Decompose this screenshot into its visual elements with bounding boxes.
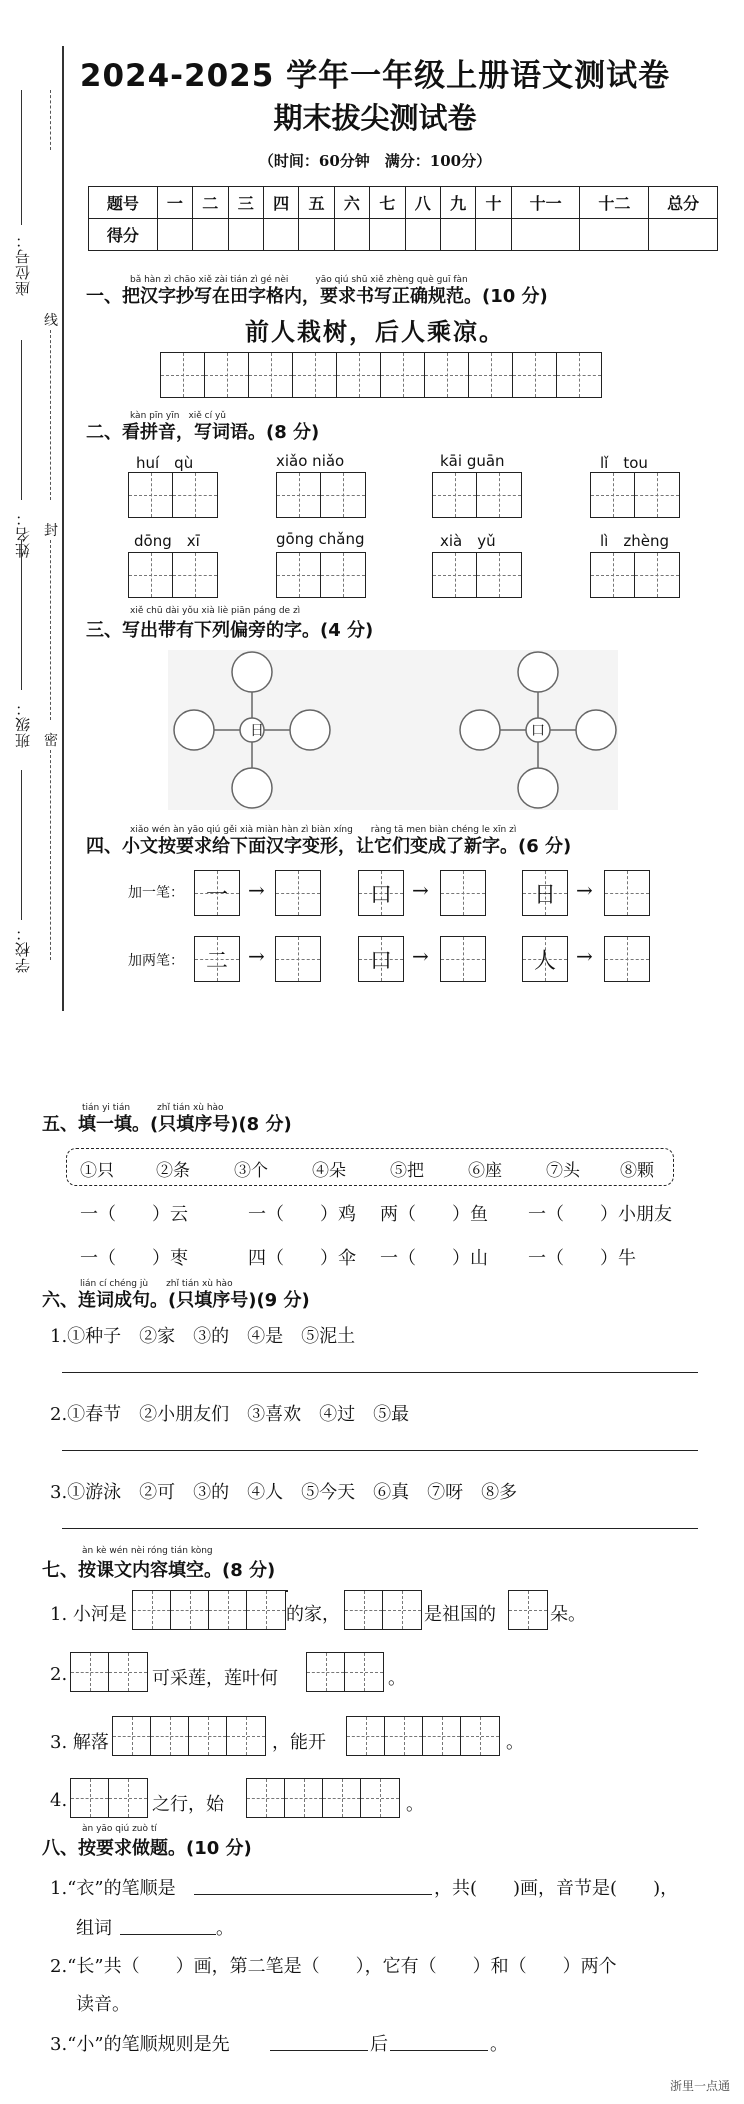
source-char-box xyxy=(194,870,240,916)
s2-answer-grid[interactable] xyxy=(590,552,680,598)
s2-word-pinyin: xiǎo niǎo xyxy=(276,452,345,470)
tianzige-cell[interactable] xyxy=(129,473,173,517)
s7-l3-text: 3. 解落 xyxy=(50,1732,109,1753)
s6-q1: 1.①种子 ②家 ③的 ④是 ⑤泥土 xyxy=(50,1326,356,1347)
s7-answer-grid[interactable] xyxy=(70,1778,148,1818)
tianzige-cell[interactable] xyxy=(441,871,485,915)
score-header-cell: 三 xyxy=(228,187,263,219)
s2-word-pinyin: dōng xī xyxy=(134,532,200,550)
seat-label: 座位号： xyxy=(14,232,32,296)
score-header-cell: 六 xyxy=(334,187,369,219)
s6-answer-line[interactable] xyxy=(62,1450,698,1451)
tianzige-cell[interactable] xyxy=(249,353,293,397)
source-char: 口 xyxy=(369,882,392,908)
source-char-box xyxy=(358,870,404,916)
tianzige-cell[interactable] xyxy=(477,553,521,597)
binding-char-3: 密 xyxy=(44,733,58,749)
seat-field[interactable] xyxy=(21,90,22,225)
arrow-icon: → xyxy=(248,944,265,968)
s7-l4-text: 之行，始 xyxy=(152,1794,224,1815)
tianzige-cell[interactable] xyxy=(277,553,321,597)
s7-l1-text: 的家， xyxy=(286,1604,340,1625)
score-cell[interactable] xyxy=(370,219,405,251)
answer-circle[interactable] xyxy=(518,768,558,808)
s2-word-pinyin: lǐ tou xyxy=(600,454,648,472)
s2-word-pinyin: gōng chǎng xyxy=(276,530,365,548)
s5-title: 五、填一填。(只填序号)(8 分) xyxy=(42,1114,292,1135)
score-header-cell: 五 xyxy=(299,187,334,219)
s7-answer-grid[interactable] xyxy=(112,1716,266,1756)
score-cell[interactable] xyxy=(193,219,228,251)
source-char: 一 xyxy=(205,882,228,908)
s8-title: 八、按要求做题。(10 分) xyxy=(42,1838,252,1859)
s7-l1-text: 朵。 xyxy=(550,1604,586,1625)
answer-box[interactable] xyxy=(440,870,486,916)
s1-sentence: 前人栽树，后人乘凉。 xyxy=(245,317,505,346)
answer-circle[interactable] xyxy=(518,652,558,692)
tianzige-cell[interactable] xyxy=(277,473,321,517)
tianzige-cell[interactable] xyxy=(293,353,337,397)
s2-word-pinyin: huí qù xyxy=(136,454,194,472)
stroke-order-answer-line[interactable] xyxy=(194,1894,432,1895)
tianzige-cell[interactable] xyxy=(321,553,365,597)
score-header-cell: 四 xyxy=(263,187,298,219)
add-one-stroke-label: 加一笔： xyxy=(128,885,184,901)
s8-q1-text: 1.“衣”的笔顺是 xyxy=(50,1878,176,1899)
s7-answer-grid[interactable] xyxy=(246,1778,400,1818)
score-cell[interactable] xyxy=(649,219,718,251)
tianzige-cell[interactable] xyxy=(276,871,320,915)
score-cell[interactable] xyxy=(263,219,298,251)
s2-title: 二、看拼音，写词语。(8 分) xyxy=(86,422,320,443)
arrow-icon: → xyxy=(412,878,429,902)
s2-word-pinyin: lì zhèng xyxy=(600,532,669,550)
tianzige-cell[interactable] xyxy=(173,553,217,597)
score-header-cell: 八 xyxy=(405,187,440,219)
score-cell[interactable] xyxy=(511,219,580,251)
score-cell[interactable] xyxy=(476,219,511,251)
arrow-icon: → xyxy=(412,944,429,968)
tianzige-cell[interactable] xyxy=(381,353,425,397)
s6-title: 六、连词成句。(只填序号)(9 分) xyxy=(42,1290,310,1311)
answer-box[interactable] xyxy=(604,870,650,916)
binding-dotted-line xyxy=(50,90,51,150)
score-row-label: 得分 xyxy=(89,219,158,251)
tianzige-cell[interactable] xyxy=(469,353,513,397)
s2-answer-grid[interactable] xyxy=(128,552,218,598)
s7-answer-grid[interactable] xyxy=(508,1590,548,1630)
school-field[interactable] xyxy=(21,770,22,920)
measure-word-item[interactable]: 一（ ）山 xyxy=(380,1248,488,1269)
score-cell[interactable] xyxy=(580,219,649,251)
s7-l1-text: 1. 小河是 xyxy=(50,1604,127,1625)
s7-title: 七、按课文内容填空。(8 分) xyxy=(42,1560,276,1581)
s2-answer-grid[interactable] xyxy=(432,472,522,518)
binding-line xyxy=(62,46,64,1011)
source-char-box xyxy=(358,936,404,982)
s6-answer-line[interactable] xyxy=(62,1528,698,1529)
s8-q2-text: 2.“长”共（ ）画，第二笔是（ ），它有（ ）和（ ）两个 xyxy=(50,1956,617,1977)
s5-option: ⑦头 xyxy=(546,1161,580,1181)
binding-dotted-line xyxy=(50,330,51,500)
tianzige-cell[interactable] xyxy=(635,473,679,517)
s5-option: ⑥座 xyxy=(468,1161,502,1181)
measure-word-item[interactable]: 一（ ）小朋友 xyxy=(528,1204,672,1225)
s7-l1-text: 是祖国的 xyxy=(424,1604,496,1625)
score-header-cell: 十一 xyxy=(511,187,580,219)
s7-answer-grid[interactable] xyxy=(344,1590,422,1630)
radical-ri: 日 xyxy=(250,723,264,739)
s8-pinyin: àn yāo qiú zuò tí xyxy=(82,1824,157,1834)
tianzige-cell[interactable] xyxy=(477,473,521,517)
binding-dotted-line xyxy=(50,750,51,960)
radical-diagrams xyxy=(168,650,618,810)
class-label: 班级： xyxy=(14,700,32,748)
s7-l3-text: ，能开 xyxy=(272,1732,326,1753)
rule-answer-line[interactable] xyxy=(270,2050,368,2051)
s8-q3-text: 后 xyxy=(370,2034,388,2055)
add-two-strokes-label: 加两笔： xyxy=(128,953,184,969)
measure-word-item[interactable]: 一（ ）枣 xyxy=(80,1248,188,1269)
exam-title: 2024-2025 学年一年级上册语文测试卷 xyxy=(79,58,671,94)
source-char: 日 xyxy=(533,882,556,908)
s1-pinyin: bǎ hàn zì chāo xiě zài tián zì gé nèi yāo qiú shū xiě zhèng què guī fàn xyxy=(130,275,468,285)
tianzige-cell[interactable] xyxy=(205,353,249,397)
s7-answer-grid[interactable] xyxy=(306,1652,384,1692)
answer-box[interactable] xyxy=(275,936,321,982)
measure-word-item[interactable]: 四（ ）伞 xyxy=(248,1248,356,1269)
score-cell[interactable] xyxy=(405,219,440,251)
tianzige-cell[interactable] xyxy=(129,553,173,597)
school-label: 学校： xyxy=(14,925,32,973)
tianzige-cell[interactable] xyxy=(441,937,485,981)
s5-option: ⑧颗 xyxy=(620,1161,654,1181)
tianzige-cell[interactable] xyxy=(173,473,217,517)
s3-pinyin: xiě chū dài yǒu xià liè piān páng de zì xyxy=(130,606,301,616)
score-header-cell: 七 xyxy=(370,187,405,219)
s6-pinyin: lián cí chéng jù zhǐ tián xù hào xyxy=(80,1279,233,1289)
source-char-box xyxy=(522,870,568,916)
score-cell[interactable] xyxy=(157,219,192,251)
s7-l2-text: 2. xyxy=(50,1664,68,1685)
source-char: 口 xyxy=(369,948,392,974)
source-char-box xyxy=(522,936,568,982)
measure-word-item[interactable]: 一（ ）云 xyxy=(80,1204,188,1225)
s7-l3-text: 。 xyxy=(506,1732,524,1753)
s6-q2: 2.①春节 ②小朋友们 ③喜欢 ④过 ⑤最 xyxy=(50,1404,410,1425)
score-header-cell: 一 xyxy=(157,187,192,219)
rule-answer-line[interactable] xyxy=(390,2050,488,2051)
score-header-cell: 题号 xyxy=(89,187,158,219)
s7-l4-text: 4. xyxy=(50,1790,68,1811)
s5-option: ④朵 xyxy=(312,1161,346,1181)
measure-word-item[interactable]: 一（ ）牛 xyxy=(528,1248,636,1269)
s7-answer-grid[interactable] xyxy=(132,1590,286,1630)
arrow-icon: → xyxy=(576,944,593,968)
s2-answer-grid[interactable] xyxy=(590,472,680,518)
s8-q1-text: 组词 xyxy=(76,1918,112,1939)
tianzige-cell[interactable] xyxy=(321,473,365,517)
tianzige-cell[interactable] xyxy=(276,937,320,981)
s1-writing-grid[interactable] xyxy=(160,352,602,398)
score-cell[interactable] xyxy=(440,219,475,251)
s7-answer-grid[interactable] xyxy=(70,1652,148,1692)
tianzige-cell[interactable] xyxy=(425,353,469,397)
score-table-header-row xyxy=(89,187,718,219)
s5-option: ②条 xyxy=(156,1161,190,1181)
answer-circle[interactable] xyxy=(174,710,214,750)
arrow-icon: → xyxy=(248,878,265,902)
tianzige-cell[interactable] xyxy=(557,353,601,397)
tianzige-cell[interactable] xyxy=(605,871,649,915)
s7-l2-text: 可采莲，莲叶何 xyxy=(152,1668,278,1689)
s8-q3-text: 。 xyxy=(490,2034,508,2055)
answer-box[interactable] xyxy=(440,936,486,982)
s8-q1-text: ，共( )画，音节是( )， xyxy=(434,1878,679,1899)
word-answer-line[interactable] xyxy=(120,1934,216,1935)
s5-pinyin: tián yi tián zhǐ tián xù hào xyxy=(82,1103,224,1113)
s6-q3: 3.①游泳 ②可 ③的 ④人 ⑤今天 ⑥真 ⑦呀 ⑧多 xyxy=(50,1482,518,1503)
tianzige-cell[interactable] xyxy=(513,353,557,397)
tianzige-cell[interactable] xyxy=(161,353,205,397)
s2-answer-grid[interactable] xyxy=(276,472,366,518)
tianzige-cell[interactable] xyxy=(433,473,477,517)
score-header-cell: 九 xyxy=(440,187,475,219)
measure-word-item[interactable]: 两（ ）鱼 xyxy=(380,1204,488,1225)
answer-circle[interactable] xyxy=(576,710,616,750)
score-cell[interactable] xyxy=(334,219,369,251)
s7-answer-grid[interactable] xyxy=(286,1590,288,1592)
tianzige-cell[interactable] xyxy=(337,353,381,397)
s2-word-pinyin: kāi guān xyxy=(440,452,505,470)
s5-option: ⑤把 xyxy=(390,1161,424,1181)
score-header-cell: 十 xyxy=(476,187,511,219)
s6-answer-line[interactable] xyxy=(62,1372,698,1373)
s2-word-pinyin: xià yǔ xyxy=(440,532,496,550)
s2-answer-grid[interactable] xyxy=(276,552,366,598)
name-field[interactable] xyxy=(21,340,22,500)
arrow-icon: → xyxy=(576,878,593,902)
s7-pinyin: àn kè wén nèi róng tián kòng xyxy=(82,1546,213,1556)
score-table-score-row xyxy=(89,219,718,251)
s1-title: 一、把汉字抄写在田字格内，要求书写正确规范。(10 分) xyxy=(86,286,548,307)
binding-dotted-line xyxy=(50,540,51,720)
measure-word-item[interactable]: 一（ ）鸡 xyxy=(248,1204,356,1225)
score-cell[interactable] xyxy=(299,219,334,251)
tianzige-cell[interactable] xyxy=(635,553,679,597)
answer-box[interactable] xyxy=(275,870,321,916)
radical-kou: 口 xyxy=(531,723,545,739)
s3-title: 三、写出带有下列偏旁的字。(4 分) xyxy=(86,620,374,641)
time-info: （时间：60分钟 满分：100分） xyxy=(258,152,492,170)
tianzige-cell[interactable] xyxy=(591,553,635,597)
answer-circle[interactable] xyxy=(232,652,272,692)
score-header-cell: 总分 xyxy=(649,187,718,219)
exam-subtitle: 期末拔尖测试卷 xyxy=(273,101,477,135)
binding-char-1: 线 xyxy=(44,313,58,329)
score-header-cell: 十二 xyxy=(580,187,649,219)
source-char: 人 xyxy=(533,948,556,974)
s5-option: ①只 xyxy=(80,1161,114,1181)
name-label: 姓名： xyxy=(14,510,32,558)
score-header-cell: 二 xyxy=(193,187,228,219)
binding-char-2: 封 xyxy=(44,523,58,539)
answer-circle[interactable] xyxy=(290,710,330,750)
s2-answer-grid[interactable] xyxy=(432,552,522,598)
class-field[interactable] xyxy=(21,540,22,690)
score-table xyxy=(88,186,718,251)
answer-box[interactable] xyxy=(604,936,650,982)
s8-q2-text: 读音。 xyxy=(76,1994,130,2015)
answer-circle[interactable] xyxy=(460,710,500,750)
s8-q3-text: 3.“小”的笔顺规则是先 xyxy=(50,2034,230,2055)
s2-answer-grid[interactable] xyxy=(128,472,218,518)
score-cell[interactable] xyxy=(228,219,263,251)
watermark: 浙里一点通 xyxy=(669,2079,730,2093)
source-char-box xyxy=(194,936,240,982)
s7-answer-grid[interactable] xyxy=(346,1716,500,1756)
answer-circle[interactable] xyxy=(232,768,272,808)
tianzige-cell[interactable] xyxy=(605,937,649,981)
s4-title: 四、小文按要求给下面汉字变形，让它们变成了新字。(6 分) xyxy=(86,836,572,857)
s4-pinyin: xiǎo wén àn yāo qiú gěi xià miàn hàn zì biàn xíng ràng tā men biàn chéng le xīn zì xyxy=(130,825,517,835)
s8-q1-text: 。 xyxy=(216,1918,234,1939)
s7-l2-text: 。 xyxy=(388,1668,406,1689)
s2-pinyin: kàn pīn yīn xiě cí yǔ xyxy=(130,411,227,421)
tianzige-cell[interactable] xyxy=(591,473,635,517)
tianzige-cell[interactable] xyxy=(433,553,477,597)
s7-l4-text: 。 xyxy=(406,1794,424,1815)
source-char: 二 xyxy=(205,948,228,974)
s5-option: ③个 xyxy=(234,1161,268,1181)
